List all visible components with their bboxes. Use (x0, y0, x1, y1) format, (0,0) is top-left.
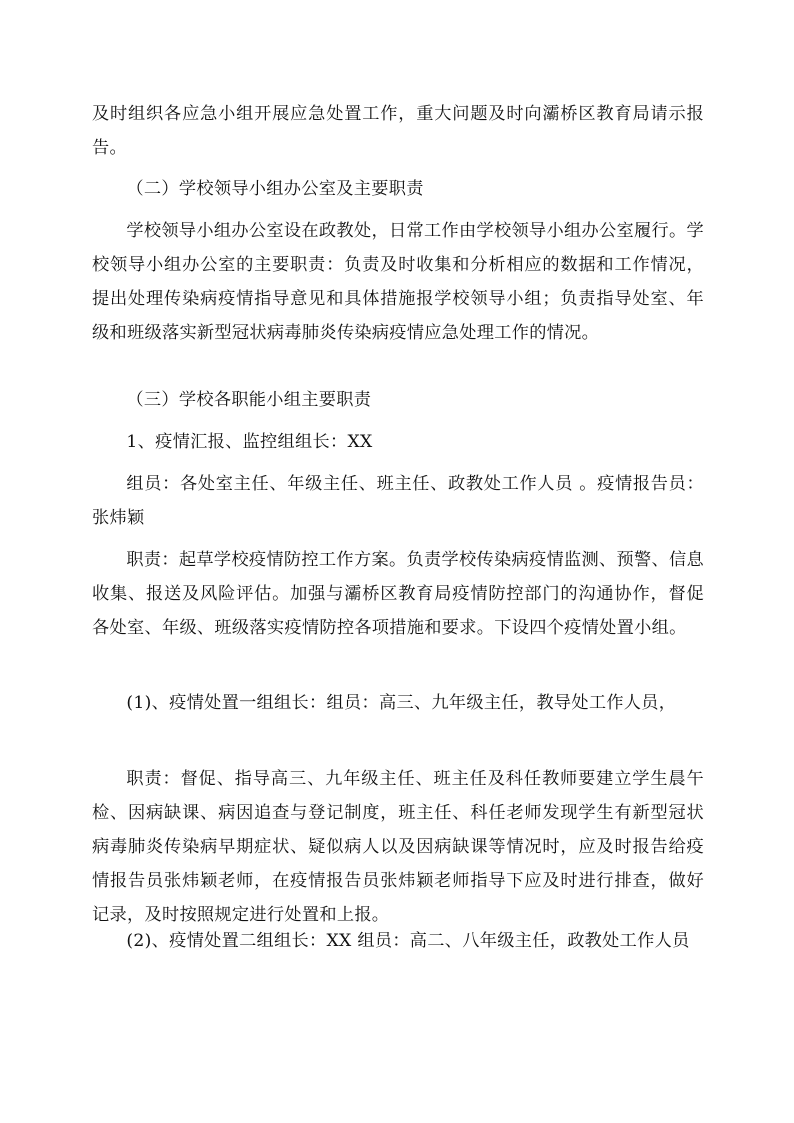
section-heading-groups: （三）学校各职能小组主要职责 (126, 390, 372, 410)
paragraph-monitor-group-leader: 1、疫情汇报、监控组组长：XX (126, 432, 373, 452)
paragraph-continuation: 及时组织各应急小组开展应急处置工作，重大问题及时向灞桥区教育局请示报告。 (92, 104, 704, 158)
paragraph-monitor-group-members: 组员：各处室主任、年级主任、班主任、政教处工作人员 。疫情报告员：张炜颖 (92, 474, 704, 528)
paragraph-team-one: (1)、疫情处置一组组长：组员：高三、九年级主任，教导处工作人员， (126, 693, 677, 713)
paragraph-monitor-group-duties: 职责：起草学校疫情防控工作方案。负责学校传染病疫情监测、预警、信息收集、报送及风险评估。加强与灞桥区教育局疫情防控部门的沟通协作，督促各处室、年级、班级落实疫情防控各项措施和要求。下设四个疫情处置小组。 (92, 550, 704, 638)
paragraph-team-two: (2)、疫情处置二组组长：XX 组员：高二、八年级主任，政教处工作人员 (126, 931, 690, 951)
paragraph-office-duties: 学校领导小组办公室设在政教处，日常工作由学校领导小组办公室履行。学校领导小组办公室的主要职责：负责及时收集和分析相应的数据和工作情况，提出处理传染病疫情指导意见和具体措施报学校领导小组；负责指导处室、年级和班级落实新型冠状病毒肺炎传染病疫情应急处理工作的情况。 (92, 221, 704, 343)
paragraph-team-one-duties: 职责：督促、指导高三、九年级主任、班主任及科任教师要建立学生晨午检、因病缺课、病因追查与登记制度，班主任、科任老师发现学生有新型冠状病毒肺炎传染病早期症状、疑似病人以及因病缺课等情况时，应及时报告给疫情报告员张炜颖老师，在疫情报告员张炜颖老师指导下应及时进行排查，做好记录，及时按照规定进行处置和上报。 (92, 769, 704, 925)
section-heading-office: （二）学校领导小组办公室及主要职责 (126, 179, 424, 199)
